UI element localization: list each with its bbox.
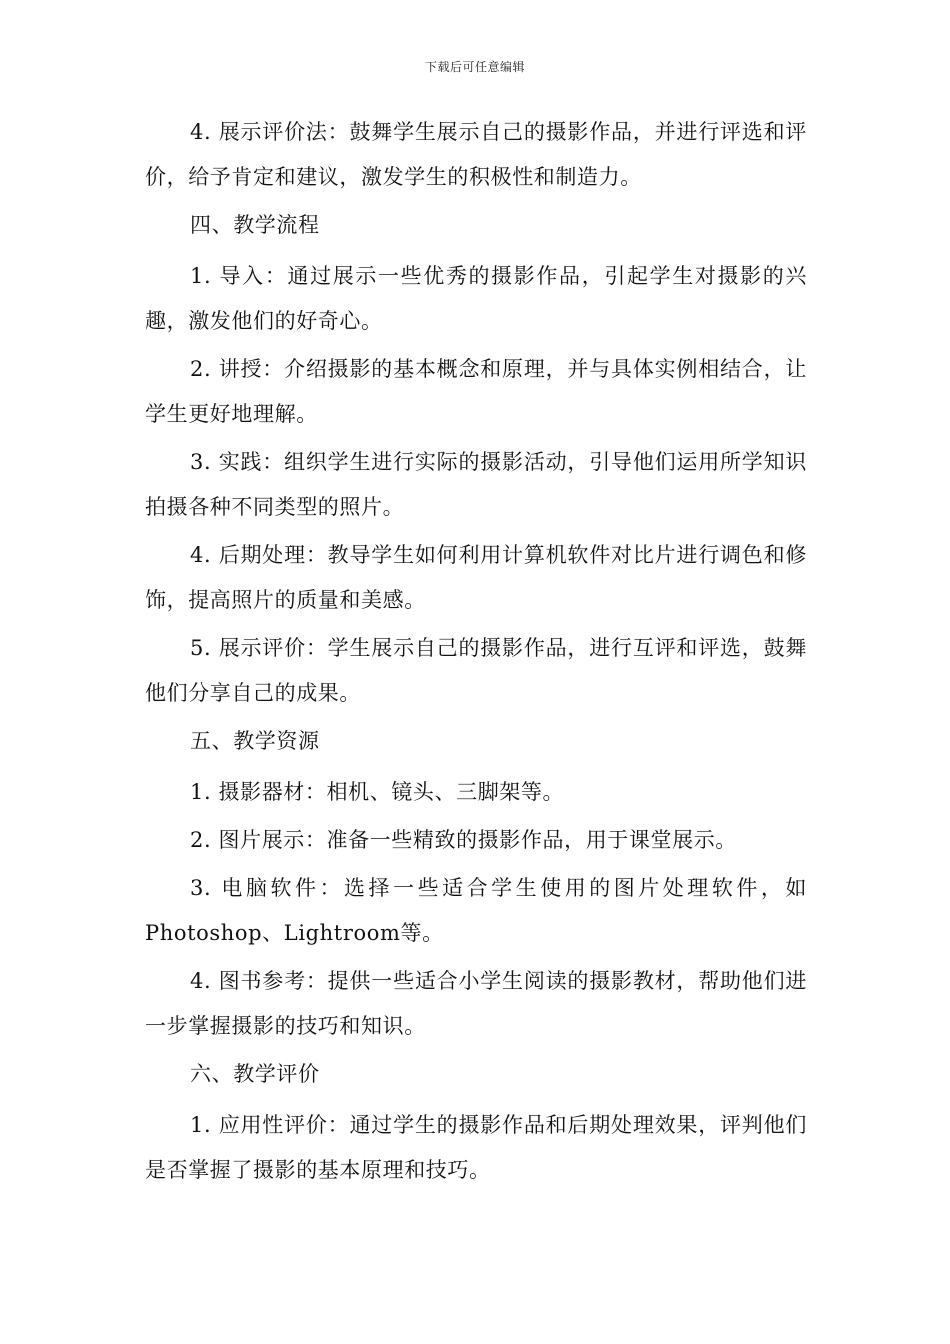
paragraph-picture-display: 2. 图片展示：准备一些精致的摄影作品，用于课堂展示。 — [190, 828, 737, 852]
document-body — [145, 110, 807, 1196]
page-header: 下载后可任意编辑 — [424, 60, 525, 74]
paragraph-display-evaluation: 5. 展示评价：学生展示自己的摄影作品，进行互评和评选，鼓舞他们分享自己的成果。 — [145, 636, 807, 705]
section-heading-teaching-process: 四、教学流程 — [190, 213, 320, 237]
paragraph-book-reference: 4. 图书参考：提供一些适合小学生阅读的摄影教材，帮助他们进一步掌握摄影的技巧和知识。 — [145, 969, 807, 1038]
section-heading-teaching-evaluation: 六、教学评价 — [190, 1062, 320, 1086]
paragraph-photography-equipment: 1. 摄影器材：相机、镜头、三脚架等。 — [190, 780, 565, 804]
paragraph-computer-software: 3. 电脑软件：选择一些适合学生使用的图片处理软件，如Photoshop、Lightroom等。 — [145, 876, 807, 945]
paragraph-display-evaluation-method: 4. 展示评价法：鼓舞学生展示自己的摄影作品，并进行评选和评价，给予肯定和建议，激发学生的积极性和制造力。 — [145, 120, 807, 189]
paragraph-practice: 3. 实践：组织学生进行实际的摄影活动，引导他们运用所学知识拍摄各种不同类型的照片。 — [145, 450, 807, 519]
section-heading-teaching-resources: 五、教学资源 — [190, 729, 320, 753]
paragraph-lecture: 2. 讲授：介绍摄影的基本概念和原理，并与具体实例相结合，让学生更好地理解。 — [145, 357, 807, 426]
paragraph-introduction: 1. 导入：通过展示一些优秀的摄影作品，引起学生对摄影的兴趣，激发他们的好奇心。 — [145, 264, 807, 333]
paragraph-post-processing: 4. 后期处理：教导学生如何利用计算机软件对比片进行调色和修饰，提高照片的质量和美感。 — [145, 543, 807, 612]
paragraph-applied-evaluation: 1. 应用性评价：通过学生的摄影作品和后期处理效果，评判他们是否掌握了摄影的基本原理和技巧。 — [145, 1113, 807, 1182]
